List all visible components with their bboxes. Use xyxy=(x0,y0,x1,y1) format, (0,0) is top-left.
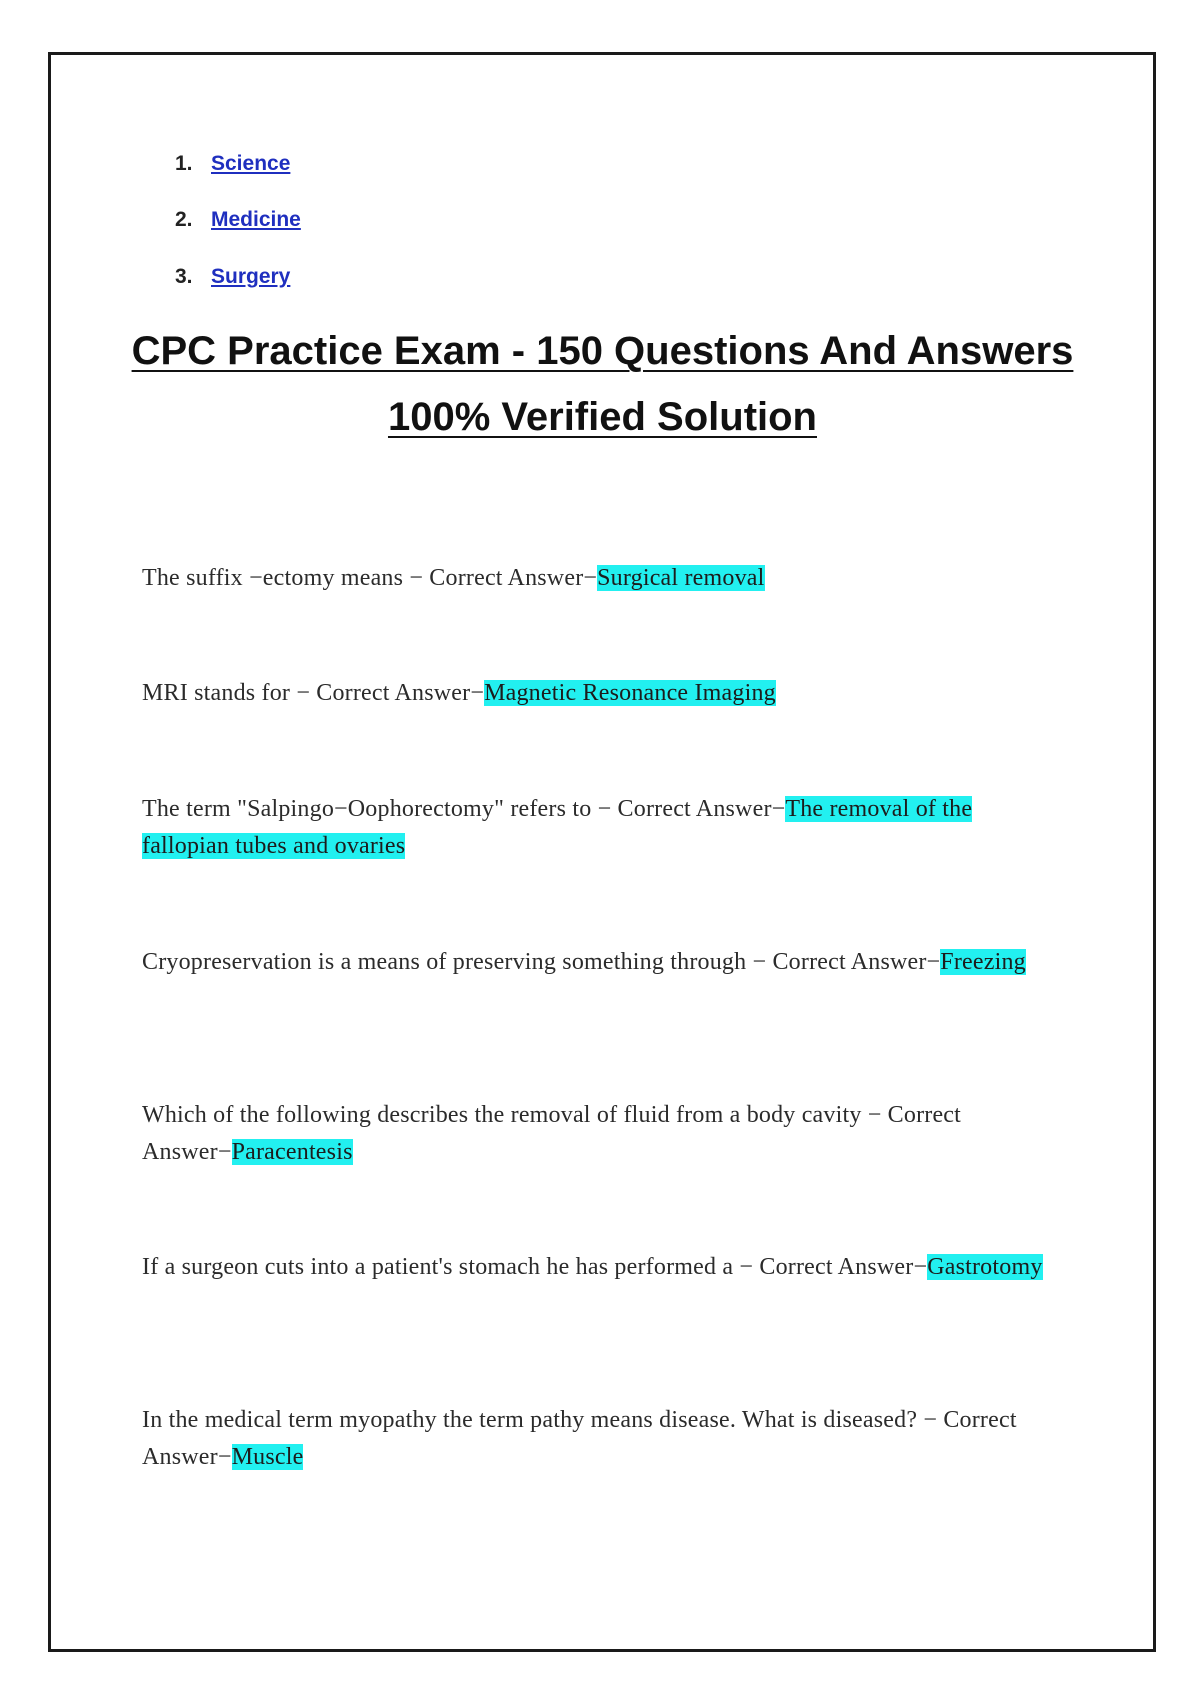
question-text: In the medical term myopathy the term pathy means disease. What is diseased? − Correct Answer− xyxy=(142,1407,1017,1470)
page-title xyxy=(60,318,1145,450)
qa-item xyxy=(142,1097,1062,1171)
qa-item xyxy=(142,1402,1062,1476)
question-text: If a surgeon cuts into a patient's stomach he has performed a − Correct Answer− xyxy=(142,1254,928,1280)
breadcrumb-number: 3. xyxy=(175,265,193,288)
breadcrumb-link-medicine[interactable]: Medicine xyxy=(211,208,301,231)
page-title-line-1: CPC Practice Exam - 150 Questions And Answers xyxy=(131,329,1074,373)
answer-highlight: Surgical removal xyxy=(597,565,765,591)
breadcrumb-link-science[interactable]: Science xyxy=(211,152,291,175)
answer-highlight: Muscle xyxy=(231,1444,304,1470)
breadcrumb-number: 1. xyxy=(175,152,193,175)
question-text: The suffix −ectomy means − Correct Answer− xyxy=(142,565,598,591)
answer-highlight: Gastrotomy xyxy=(927,1254,1043,1280)
qa-item xyxy=(142,944,1062,981)
qa-item xyxy=(142,1249,1062,1286)
answer-highlight: Paracentesis xyxy=(231,1139,353,1165)
breadcrumb-item-medicine xyxy=(175,206,301,234)
answer-highlight: The removal of the fallopian tubes and ovaries xyxy=(142,796,973,859)
qa-item xyxy=(142,675,1062,712)
qa-item xyxy=(142,791,1062,865)
breadcrumb xyxy=(175,150,301,319)
question-text: Which of the following describes the removal of fluid from a body cavity − Correct Answer− xyxy=(142,1102,962,1165)
answer-highlight: Magnetic Resonance Imaging xyxy=(484,680,776,706)
question-text: The term "Salpingo−Oophorectomy" refers to − Correct Answer− xyxy=(142,796,786,822)
breadcrumb-item-surgery xyxy=(175,263,301,291)
breadcrumb-item-science xyxy=(175,150,301,178)
qa-item xyxy=(142,560,1062,597)
question-text: MRI stands for − Correct Answer− xyxy=(142,680,485,706)
question-text: Cryopreservation is a means of preserving something through − Correct Answer− xyxy=(142,949,941,975)
answer-highlight: Freezing xyxy=(940,949,1026,975)
page-title-line-2: 100% Verified Solution xyxy=(387,395,817,439)
breadcrumb-number: 2. xyxy=(175,208,193,231)
breadcrumb-link-surgery[interactable]: Surgery xyxy=(211,265,291,288)
